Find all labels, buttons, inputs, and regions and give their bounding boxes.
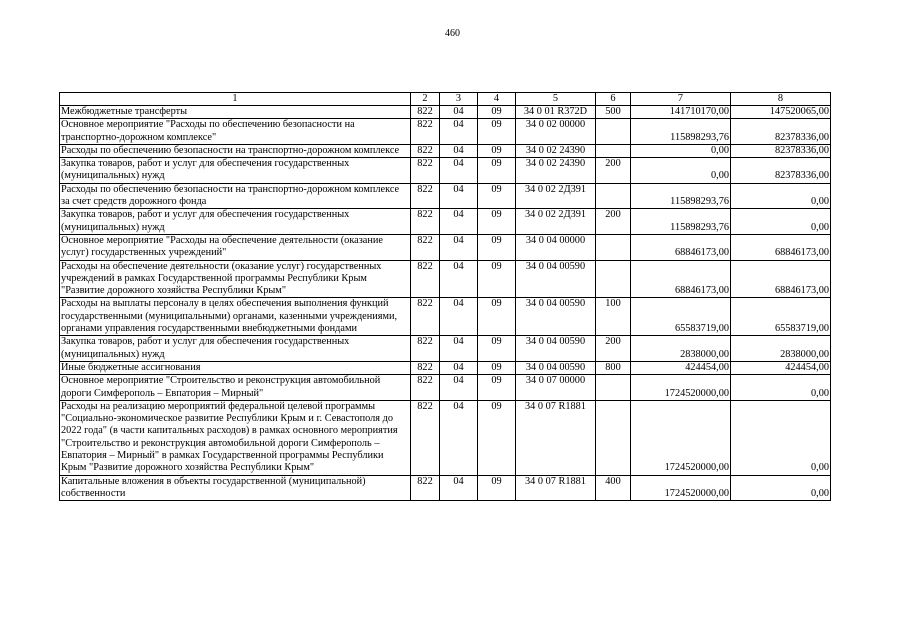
row-sum-year1-cell: 115898293,76 [631,209,731,235]
row-name-cell: Расходы на выплаты персоналу в целях обеспечения выполнения функций государственными (муниципальными) органами, казенными учреждениями, органами управления государственными внебюджетными фондами [60,298,411,336]
row-expense-type-cell: 200 [596,209,631,235]
row-section-cell: 04 [440,375,478,401]
row-section-cell: 04 [440,158,478,184]
row-subsection-cell: 09 [478,234,516,260]
row-ministry-cell: 822 [411,119,440,145]
table-row [60,106,831,119]
header-cell-1: 1 [60,93,411,106]
page-number: 460 [445,28,460,39]
row-name-cell: Капитальные вложения в объекты государственной (муниципальной) собственности [60,475,411,501]
row-section-cell: 04 [440,106,478,119]
table-row [60,375,831,401]
row-sum-year2-cell: 82378336,00 [731,158,831,184]
table-row [60,234,831,260]
row-sum-year2-cell: 0,00 [731,475,831,501]
row-subsection-cell: 09 [478,209,516,235]
row-section-cell: 04 [440,209,478,235]
row-name-cell: Иные бюджетные ассигнования [60,361,411,374]
row-target-article-cell: 34 0 01 R372D [516,106,596,119]
row-target-article-cell: 34 0 07 R1881 [516,475,596,501]
row-expense-type-cell: 500 [596,106,631,119]
row-sum-year2-cell: 65583719,00 [731,298,831,336]
row-ministry-cell: 822 [411,183,440,209]
row-subsection-cell: 09 [478,400,516,475]
row-sum-year1-cell: 424454,00 [631,361,731,374]
row-sum-year2-cell: 0,00 [731,375,831,401]
row-subsection-cell: 09 [478,106,516,119]
row-section-cell: 04 [440,183,478,209]
row-section-cell: 04 [440,298,478,336]
row-subsection-cell: 09 [478,361,516,374]
header-cell-7: 7 [631,93,731,106]
row-sum-year1-cell: 115898293,76 [631,119,731,145]
row-target-article-cell: 34 0 02 2Д391 [516,209,596,235]
row-ministry-cell: 822 [411,336,440,362]
row-name-cell: Расходы на реализацию мероприятий федеральной целевой программы "Социально-экономическое развитие Республики Крым и г. Севастополя до 2022 года" (в части капитальных расходов) в рамках основного мероприятия "Строительство и реконструкция автомобильной дороги Симферополь – Евпатория – Мирный" в рамках Государственной программы Республики Крым "Развитие дорожного хозяйства Республики Крым" [60,400,411,475]
table-row [60,119,831,145]
row-subsection-cell: 09 [478,144,516,157]
row-expense-type-cell: 200 [596,158,631,184]
table-header-row [60,93,831,106]
row-expense-type-cell [596,183,631,209]
row-name-cell: Расходы на обеспечение деятельности (оказание услуг) государственных учреждений в рамках Государственной программы Республики Крым "Развитие дорожного хозяйства Республики Крым" [60,260,411,298]
table-row [60,400,831,475]
budget-table [59,92,831,501]
row-section-cell: 04 [440,361,478,374]
table-row [60,158,831,184]
table-row [60,144,831,157]
row-name-cell: Расходы по обеспечению безопасности на транспортно-дорожном комплексе [60,144,411,157]
row-sum-year1-cell: 68846173,00 [631,260,731,298]
row-sum-year2-cell: 0,00 [731,400,831,475]
row-ministry-cell: 822 [411,298,440,336]
row-ministry-cell: 822 [411,475,440,501]
row-name-cell: Расходы по обеспечению безопасности на транспортно-дорожном комплексе за счет средств дорожного фонда [60,183,411,209]
header-cell-8: 8 [731,93,831,106]
row-section-cell: 04 [440,144,478,157]
row-ministry-cell: 822 [411,260,440,298]
row-sum-year2-cell: 0,00 [731,209,831,235]
row-expense-type-cell [596,375,631,401]
header-cell-5: 5 [516,93,596,106]
row-subsection-cell: 09 [478,298,516,336]
row-subsection-cell: 09 [478,336,516,362]
row-name-cell: Основное мероприятие "Расходы по обеспечению безопасности на транспортно-дорожном комплексе" [60,119,411,145]
row-ministry-cell: 822 [411,400,440,475]
table-row [60,336,831,362]
row-section-cell: 04 [440,260,478,298]
row-ministry-cell: 822 [411,375,440,401]
row-section-cell: 04 [440,475,478,501]
row-sum-year1-cell: 68846173,00 [631,234,731,260]
row-expense-type-cell [596,144,631,157]
row-sum-year1-cell: 0,00 [631,144,731,157]
row-ministry-cell: 822 [411,361,440,374]
row-expense-type-cell: 100 [596,298,631,336]
row-sum-year1-cell: 141710170,00 [631,106,731,119]
row-target-article-cell: 34 0 07 R1881 [516,400,596,475]
row-sum-year1-cell: 0,00 [631,158,731,184]
row-sum-year2-cell: 2838000,00 [731,336,831,362]
row-target-article-cell: 34 0 02 00000 [516,119,596,145]
row-section-cell: 04 [440,234,478,260]
header-cell-3: 3 [440,93,478,106]
row-target-article-cell: 34 0 02 24390 [516,144,596,157]
row-expense-type-cell: 400 [596,475,631,501]
row-sum-year2-cell: 68846173,00 [731,234,831,260]
row-subsection-cell: 09 [478,260,516,298]
row-sum-year1-cell: 115898293,76 [631,183,731,209]
table-row [60,361,831,374]
row-section-cell: 04 [440,119,478,145]
header-cell-4: 4 [478,93,516,106]
table-row [60,298,831,336]
row-target-article-cell: 34 0 07 00000 [516,375,596,401]
table-row [60,475,831,501]
row-target-article-cell: 34 0 04 00590 [516,260,596,298]
row-name-cell: Закупка товаров, работ и услуг для обеспечения государственных (муниципальных) нужд [60,336,411,362]
table-row [60,260,831,298]
row-section-cell: 04 [440,400,478,475]
row-ministry-cell: 822 [411,234,440,260]
row-ministry-cell: 822 [411,209,440,235]
row-target-article-cell: 34 0 04 00000 [516,234,596,260]
row-name-cell: Основное мероприятие "Строительство и реконструкция автомобильной дороги Симферополь – Евпатория – Мирный" [60,375,411,401]
row-target-article-cell: 34 0 04 00590 [516,361,596,374]
table-row [60,183,831,209]
row-sum-year2-cell: 147520065,00 [731,106,831,119]
row-sum-year1-cell: 1724520000,00 [631,400,731,475]
row-sum-year2-cell: 424454,00 [731,361,831,374]
row-sum-year2-cell: 82378336,00 [731,119,831,145]
row-sum-year1-cell: 1724520000,00 [631,475,731,501]
header-cell-6: 6 [596,93,631,106]
row-expense-type-cell [596,400,631,475]
header-cell-2: 2 [411,93,440,106]
row-expense-type-cell: 200 [596,336,631,362]
row-subsection-cell: 09 [478,475,516,501]
row-sum-year2-cell: 0,00 [731,183,831,209]
row-name-cell: Закупка товаров, работ и услуг для обеспечения государственных (муниципальных) нужд [60,209,411,235]
row-name-cell: Основное мероприятие "Расходы на обеспечение деятельности (оказание услуг) государственных учреждений" [60,234,411,260]
row-expense-type-cell [596,234,631,260]
row-ministry-cell: 822 [411,106,440,119]
row-subsection-cell: 09 [478,119,516,145]
row-expense-type-cell: 800 [596,361,631,374]
row-sum-year2-cell: 68846173,00 [731,260,831,298]
row-name-cell: Закупка товаров, работ и услуг для обеспечения государственных (муниципальных) нужд [60,158,411,184]
row-sum-year2-cell: 82378336,00 [731,144,831,157]
row-target-article-cell: 34 0 02 24390 [516,158,596,184]
row-ministry-cell: 822 [411,144,440,157]
row-target-article-cell: 34 0 04 00590 [516,336,596,362]
row-section-cell: 04 [440,336,478,362]
row-subsection-cell: 09 [478,375,516,401]
row-expense-type-cell [596,119,631,145]
row-subsection-cell: 09 [478,158,516,184]
row-sum-year1-cell: 1724520000,00 [631,375,731,401]
row-expense-type-cell [596,260,631,298]
row-sum-year1-cell: 2838000,00 [631,336,731,362]
table-row [60,209,831,235]
row-ministry-cell: 822 [411,158,440,184]
row-sum-year1-cell: 65583719,00 [631,298,731,336]
row-target-article-cell: 34 0 04 00590 [516,298,596,336]
row-target-article-cell: 34 0 02 2Д391 [516,183,596,209]
row-subsection-cell: 09 [478,183,516,209]
row-name-cell: Межбюджетные трансферты [60,106,411,119]
